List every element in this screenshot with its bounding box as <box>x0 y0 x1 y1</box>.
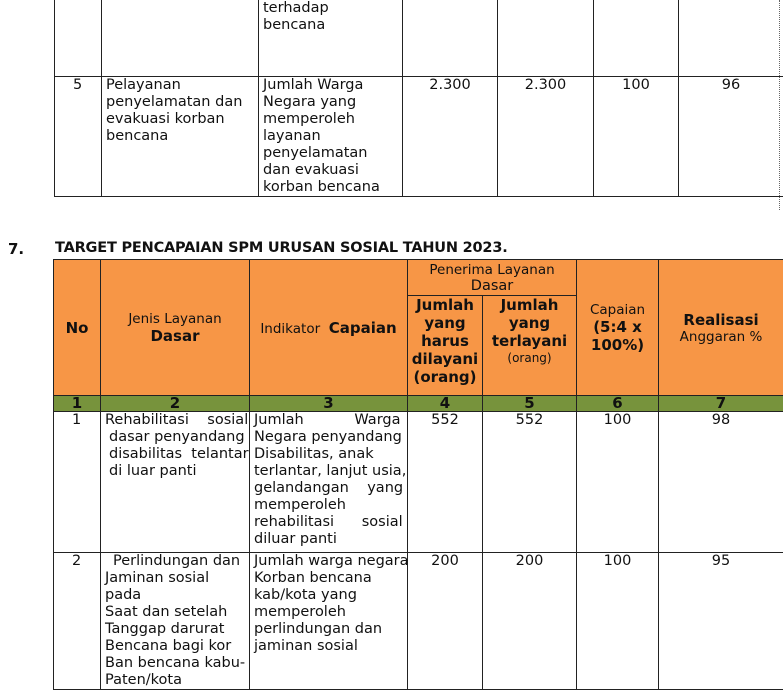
section-number: 7. <box>8 240 25 258</box>
indikator-cell <box>250 412 408 553</box>
indikator-line: memperoleh <box>263 111 355 127</box>
indikator-line: Negara yang <box>263 94 357 110</box>
indikator-line: dan evakuasi <box>263 162 359 178</box>
column-number: 7 <box>659 396 783 412</box>
header-row <box>54 260 783 296</box>
terlayani-cell: 200 <box>483 553 577 690</box>
header-jumlah-terlayani: Jumlah yang terlayani (orang) <box>483 296 577 396</box>
section-title: TARGET PENCAPAIAN SPM URUSAN SOSIAL TAHUN 2023. <box>55 240 508 256</box>
indikator-line: gelandangan yang <box>254 480 404 496</box>
indikator-line: Korban bencana <box>254 570 372 586</box>
jenis-line: Saat dan setelah <box>105 604 228 620</box>
header-penerima-layanan: Penerima Layanan Dasar <box>408 260 577 296</box>
jenis-line: dasar penyandang <box>109 429 245 445</box>
indikator-line: jaminan sosial <box>254 638 358 654</box>
realisasi-cell: 95 <box>659 553 783 690</box>
jenis-line: Paten/kota <box>105 672 182 688</box>
table-row <box>54 553 783 690</box>
column-number: 2 <box>101 396 250 412</box>
row-number: 5 <box>55 77 102 197</box>
capaian-cell: 100 <box>577 412 659 553</box>
indikator-line: Jumlah warga negara <box>254 553 409 569</box>
jenis-line: di luar panti <box>109 463 197 479</box>
spm-sosial-table <box>53 259 783 690</box>
column-number: 6 <box>577 396 659 412</box>
harus-dilayani-cell: 552 <box>408 412 483 553</box>
header-jumlah-harus-dilayani: Jumlah yang harus dilayani (orang) <box>408 296 483 396</box>
jenis-line: Rehabilitasi sosial <box>105 412 249 428</box>
header-capaian: Capaian (5:4 x 100%) <box>577 260 659 396</box>
jenis-line: Perlindungan dan <box>113 553 241 569</box>
indikator-line: layanan <box>263 128 321 144</box>
page-edge-marker <box>779 0 780 210</box>
jenis-line: Tanggap darurat <box>105 621 225 637</box>
indikator-line: diluar panti <box>254 531 337 547</box>
terlayani-cell: 2.300 <box>498 77 594 197</box>
indikator-line: Jumlah Warga <box>254 412 401 428</box>
table-row <box>55 0 783 77</box>
realisasi-cell: 96 <box>679 77 783 197</box>
terlayani-cell: 552 <box>483 412 577 553</box>
column-number: 1 <box>54 396 101 412</box>
realisasi-cell: 98 <box>659 412 783 553</box>
header-no: No <box>54 260 101 396</box>
row-number: 2 <box>54 553 101 690</box>
indikator-line: terlantar, lanjut usia, <box>254 463 407 479</box>
table-row <box>54 412 783 553</box>
column-number: 5 <box>483 396 577 412</box>
row-number: 1 <box>54 412 101 553</box>
column-number-row <box>54 396 783 412</box>
indikator-line: terhadap <box>263 0 329 16</box>
jenis-layanan-cell <box>101 553 250 690</box>
harus-dilayani-cell: 200 <box>408 553 483 690</box>
jenis-layanan-cell <box>101 412 250 553</box>
header-indikator: Indikator Capaian <box>250 260 408 396</box>
previous-table-fragment <box>54 0 783 197</box>
indikator-line: rehabilitasi sosial <box>254 514 403 530</box>
jenis-line: Ban bencana kabu- <box>105 655 246 671</box>
column-number: 4 <box>408 396 483 412</box>
indikator-line: kab/kota yang <box>254 587 357 603</box>
table-row <box>55 77 783 197</box>
indikator-line: penyelamatan <box>263 145 368 161</box>
capaian-cell: 100 <box>577 553 659 690</box>
jenis-layanan-cell: Pelayanan penyelamatan dan evakuasi korban bencana <box>102 77 259 197</box>
harus-dilayani-cell: 2.300 <box>403 77 498 197</box>
indikator-cell <box>259 0 403 77</box>
capaian-cell: 100 <box>594 77 679 197</box>
jenis-line: Jaminan sosial pada <box>105 570 210 603</box>
indikator-line: Negara penyandang <box>254 429 402 445</box>
indikator-line: korban bencana <box>263 179 380 195</box>
indikator-line: Jumlah Warga <box>263 77 364 93</box>
indikator-cell <box>259 77 403 197</box>
column-number: 3 <box>250 396 408 412</box>
jenis-line: disabilitas telantar <box>109 446 249 462</box>
indikator-line: memperoleh <box>254 497 346 513</box>
jenis-line: Bencana bagi kor <box>105 638 232 654</box>
indikator-cell <box>250 553 408 690</box>
indikator-line: perlindungan dan <box>254 621 383 637</box>
indikator-line: Disabilitas, anak <box>254 446 374 462</box>
header-jenis-layanan: Jenis Layanan Dasar <box>101 260 250 396</box>
indikator-line: bencana <box>263 17 326 33</box>
header-realisasi: Realisasi Anggaran % <box>659 260 783 396</box>
indikator-line: memperoleh <box>254 604 346 620</box>
